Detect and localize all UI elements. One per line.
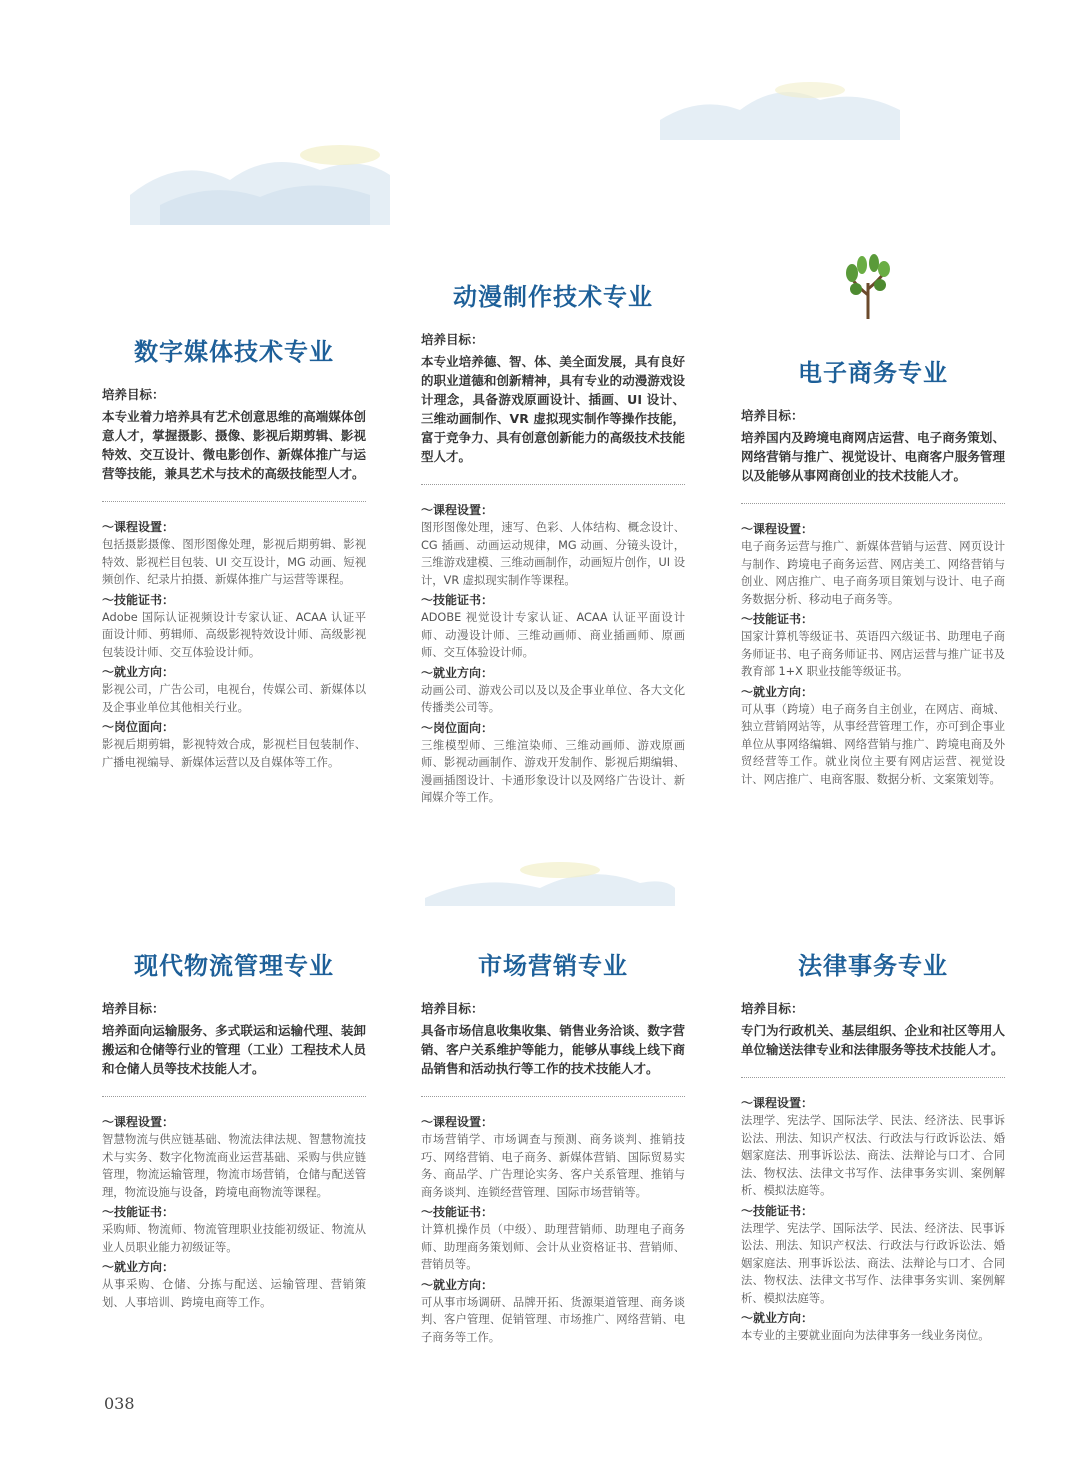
section-text: 国家计算机等级证书、英语四六级证书、助理电子商务师证书、电子商务师证书、网店运营与推广证书及教育部 1+X 职业技能等级证书。	[741, 630, 1005, 678]
section-label: ～课程设置：	[741, 522, 814, 536]
mountain-decoration-left	[120, 135, 400, 230]
goal-text: 专门为行政机关、基层组织、企业和社区等用人单位输送法律专业和法律服务等技术技能人才。	[741, 1023, 1005, 1057]
mountain-decoration-right	[650, 75, 910, 145]
section-text: 动画公司、游戏公司以及以及企事业单位、各大文化传播类公司等。	[421, 683, 685, 714]
major-legal-affairs	[741, 946, 1005, 1347]
goal-text: 具备市场信息收集收集、销售业务洽谈、数字营销、客户关系维护等能力，能够从事线上线下商品销售和活动执行等工作的技术技能人才。	[421, 1023, 685, 1076]
section-label: ～课程设置：	[421, 503, 494, 517]
section-label: ～就业方向：	[102, 1260, 175, 1274]
section-text: ADOBE 视觉设计专家认证、ACAA 认证平面设计师、动漫设计师、三维动画师、商业插画师、原画师、交互体验设计师。	[421, 611, 685, 659]
section-text: 本专业的主要就业面向为法律事务一线业务岗位。	[741, 1329, 990, 1342]
section-label: ～技能证书：	[421, 1205, 494, 1219]
section-label: ～就业方向：	[421, 665, 494, 680]
goal-label: 培养目标：	[102, 387, 165, 402]
goal-text: 培养面向运输服务、多式联运和运输代理、装卸搬运和仓储等行业的管理（工业）工程技术人员和仓储人员等技术技能人才。	[102, 1023, 366, 1076]
page-number: 038	[104, 1394, 135, 1413]
section-text: 采购师、物流师、物流管理职业技能初级证、物流从业人员职业能力初级证等。	[102, 1223, 366, 1254]
section-text: 可从事（跨境）电子商务自主创业，在网店、商城、独立营销网站等，从事经营管理工作，亦可到企事业单位从事网络编辑、网络营销与推广、跨境电商及外贸经营等工作。就业岗位主要有网店运营、视觉设计、网店推广、电商客服、数据分析、文案策划等。	[741, 702, 1005, 786]
major-marketing	[421, 946, 685, 1348]
section-text: 影视公司，广告公司，电视台，传媒公司、新媒体以及企事业单位其他相关行业。	[102, 683, 366, 714]
divider	[102, 501, 366, 502]
goal-text: 本专业培养德、智、体、美全面发展，具有良好的职业道德和创新精神，具有专业的动漫游戏设计理念，具备游戏原画设计、插画、UI 设计、三维动画制作、VR 虚拟现实制作等操作技能，富于竞争力、具有创意创新能力的高级技术技能型人才。	[421, 354, 685, 464]
section-label: ～技能证书：	[741, 612, 814, 626]
section-label: ～技能证书：	[102, 1205, 175, 1219]
section-label: ～课程设置：	[102, 520, 175, 534]
tree-icon	[838, 253, 898, 323]
section-label: ～岗位面向：	[102, 720, 175, 734]
section-text: 影视后期剪辑，影视特效合成，影视栏目包装制作、广播电视编导、新媒体运营以及自媒体等工作。	[102, 738, 366, 769]
section-label: ～技能证书：	[421, 593, 494, 607]
goal-text: 培养国内及跨境电商网店运营、电子商务策划、网络营销与推广、视觉设计、电商客户服务管理以及能够从事网商创业的技术技能人才。	[741, 430, 1005, 483]
goal-label: 培养目标：	[741, 1001, 804, 1016]
divider	[102, 1096, 366, 1097]
major-title: 数字媒体技术专业	[134, 337, 334, 366]
goal-label: 培养目标：	[421, 1001, 484, 1016]
major-logistics	[102, 946, 366, 1313]
major-digital-media	[102, 332, 366, 773]
section-label: ～课程设置：	[421, 1115, 494, 1129]
section-label: ～就业方向：	[741, 684, 814, 699]
section-text: 市场营销学、市场调查与预测、商务谈判、推销技巧、网络营销、电子商务、新媒体营销、国际贸易实务、商品学、广告理论实务、客户关系管理、推销与商务谈判、连锁经营管理、国际市场营销等。	[421, 1133, 685, 1199]
major-ecommerce	[741, 353, 1005, 790]
section-label: ～技能证书：	[741, 1203, 814, 1218]
section-text: 智慧物流与供应链基础、物流法律法规、智慧物流技术与实务、数字化物流商业运营基础、采购与供应链管理，物流运输管理，物流市场营销，仓储与配送管理，物流设施与设备，跨境电商物流等课程。	[102, 1133, 366, 1199]
major-animation	[421, 277, 685, 809]
section-text: Adobe 国际认证视频设计专家认证、ACAA 认证平面设计师、剪辑师、高级影视特效设计师、高级影视包装设计师、交互体验设计师。	[102, 610, 366, 659]
goal-label: 培养目标：	[741, 408, 804, 423]
section-label: ～就业方向：	[421, 1277, 494, 1292]
divider	[741, 503, 1005, 504]
section-text: 计算机操作员（中级）、助理营销师、助理电子商务师、助理商务策划师、会计从业资格证书、营销师、营销员等。	[421, 1223, 685, 1271]
divider	[421, 1096, 685, 1097]
section-text: 三维模型师、三维渲染师、三维动画师、游戏原画师、影视动画制作、游戏开发制作、影视后期编辑、漫画插图设计、卡通形象设计以及网络广告设计、新闻媒介等工作。	[421, 738, 685, 804]
goal-label: 培养目标：	[421, 332, 484, 347]
divider	[421, 484, 685, 485]
section-text: 可从事市场调研、品牌开拓、货源渠道管理、商务谈判、客户管理、促销管理、市场推广、网络营销、电子商务等工作。	[421, 1295, 685, 1344]
section-label: ～技能证书：	[102, 592, 175, 607]
goal-label: 培养目标：	[102, 1001, 165, 1016]
section-text: 从事采购、仓储、分拣与配送、运输管理、营销策划、人事培训、跨境电商等工作。	[102, 1278, 366, 1309]
major-title: 市场营销专业	[478, 951, 628, 980]
section-label: ～就业方向：	[102, 665, 175, 679]
major-title: 动漫制作技术专业	[453, 282, 653, 311]
major-title: 现代物流管理专业	[134, 951, 334, 980]
section-text: 电子商务运营与推广、新媒体营销与运营、网页设计与制作、跨境电子商务运营、网店美工、网络营销与创业、网店推广、电子商务项目策划与设计、电子商务数据分析、移动电子商务等。	[741, 540, 1005, 606]
section-text: 图形图像处理，速写、色彩、人体结构、概念设计、CG 插画、动画运动规律，MG 动画、分镜头设计，三维游戏建模、三维动画制作，动画短片创作，UI 设计，VR 虚拟现实制作等课程。	[421, 521, 685, 587]
goal-text: 本专业着力培养具有艺术创意思维的高端媒体创意人才，掌握摄影、摄像、影视后期剪辑、影视特效、交互设计、微电影创作、新媒体推广与运营等技能，兼具艺术与技术的高级技能型人才。	[102, 409, 366, 481]
major-title: 法律事务专业	[798, 951, 948, 980]
major-title: 电子商务专业	[798, 358, 948, 387]
section-label: ～就业方向：	[741, 1311, 814, 1325]
divider	[741, 1077, 1005, 1078]
section-label: ～课程设置：	[741, 1096, 814, 1110]
section-label: ～岗位面向：	[421, 720, 494, 735]
section-text: 包括摄影摄像、图形图像处理，影视后期剪辑、影视特效、影视栏目包装、UI 交互设计，MG 动画、短视频创作、纪录片拍摄、新媒体推广与运营等课程。	[102, 538, 366, 586]
mountain-decoration-middle	[420, 858, 680, 908]
section-label: ～课程设置：	[102, 1115, 175, 1129]
section-text: 法理学、宪法学、国际法学、民法、经济法、民事诉讼法、刑法、知识产权法、行政法与行政诉讼法、婚姻家庭法、刑事诉讼法、商法、法辩论与口才、合同法、物权法、法律文书写作、法律事务实训、案例解析、模拟法庭等。	[741, 1114, 1005, 1197]
section-text: 法理学、宪法学、国际法学、民法、经济法、民事诉讼法、刑法、知识产权法、行政法与行政诉讼法、婚姻家庭法、刑事诉讼法、商法、法辩论与口才、合同法、物权法、法律文书写作、法律事务实训、案例解析、模拟法庭等。	[741, 1221, 1005, 1305]
